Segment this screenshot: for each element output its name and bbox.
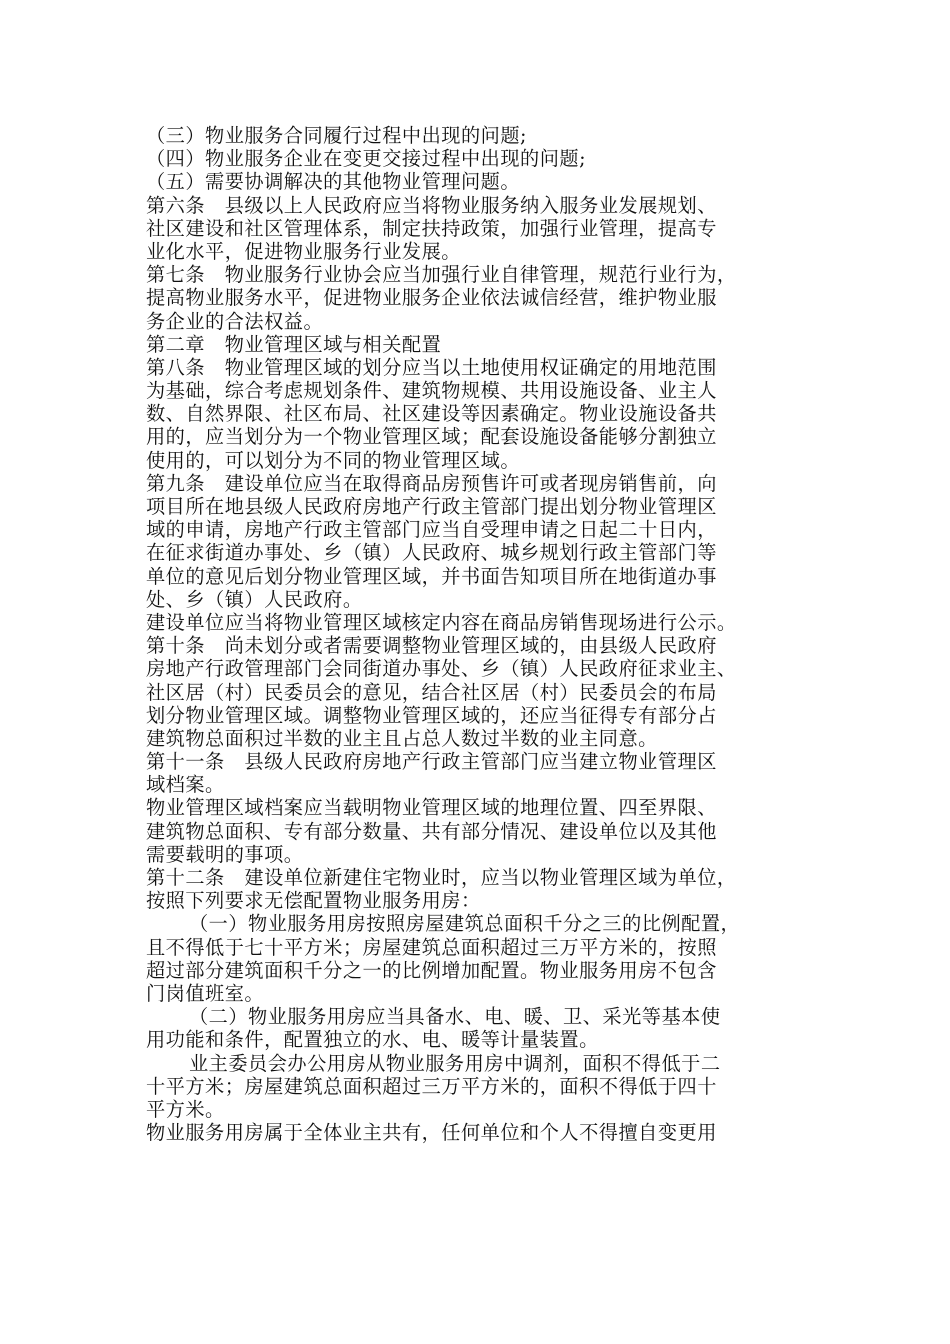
text-line: 社区建设和社区管理体系，制定扶持政策，加强行业管理，提高专 — [146, 216, 717, 240]
text-line: 建筑物总面积、专有部分数量、共有部分情况、建设单位以及其他 — [146, 819, 717, 843]
text-line: 按照下列要求无偿配置物业服务用房： — [146, 889, 481, 913]
clause-1-line: （一）物业服务用房按照房屋建筑总面积千分之三的比例配置， — [189, 912, 741, 936]
article-12-line: 第十二条 建设单位新建住宅物业时，应当以物业管理区域为单位， — [146, 866, 737, 889]
text-line: 建设单位应当将物业管理区域核定内容在商品房销售现场进行公示。 — [146, 610, 737, 634]
text-line: 项目所在地县级人民政府房地产行政主管部门提出划分物业管理区 — [146, 495, 717, 518]
text-line: 域档案。 — [146, 773, 225, 797]
article-7-line: 第七条 物业服务行业协会应当加强行业自律管理，规范行业行为， — [146, 263, 737, 287]
text-line: 物业服务用房属于全体业主共有，任何单位和个人不得擅自变更用 — [146, 1121, 717, 1145]
clause-2-line: （二）物业服务用房应当具备水、电、暖、卫、采光等基本使 — [189, 1005, 721, 1029]
text-line: 在征求街道办事处、乡（镇）人民政府、城乡规划行政主管部门等 — [146, 541, 717, 565]
article-10-line: 第十条 尚未划分或者需要调整物业管理区域的，由县级人民政府 — [146, 634, 717, 658]
text-line: 物业管理区域档案应当载明物业管理区域的地理位置、四至界限、 — [146, 796, 717, 820]
article-8-line: 第八条 物业管理区域的划分应当以土地使用权证确定的用地范围 — [146, 355, 717, 379]
text-line: 十平方米；房屋建筑总面积超过三万平方米的，面积不得低于四十 — [146, 1074, 717, 1098]
text-line: （三）物业服务合同履行过程中出现的问题; — [146, 124, 528, 147]
text-line: 为基础，综合考虑规划条件、建筑物规模、共用设施设备、业主人 — [146, 379, 717, 403]
text-line: （五）需要协调解决的其他物业管理问题。 — [146, 170, 521, 194]
article-6-line: 第六条 县级以上人民政府应当将物业服务纳入服务业发展规划、 — [146, 193, 717, 217]
text-line: 使用的，可以划分为不同的物业管理区域。 — [146, 448, 521, 472]
text-line: 业主委员会办公用房从物业服务用房中调剂，面积不得低于二 — [189, 1051, 721, 1075]
text-line: 平方米。 — [146, 1097, 225, 1121]
text-line: 业化水平，促进物业服务行业发展。 — [146, 239, 461, 263]
text-line: 用功能和条件，配置独立的水、电、暖等计量装置。 — [146, 1028, 599, 1052]
text-line: 划分物业管理区域。调整物业管理区域的，还应当征得专有部分占 — [146, 703, 717, 727]
text-line: 单位的意见后划分物业管理区域，并书面告知项目所在地街道办事 — [146, 564, 717, 588]
text-line: 处、乡（镇）人民政府。 — [146, 587, 363, 611]
text-line: 需要载明的事项。 — [146, 842, 304, 866]
chapter-heading: 第二章 物业管理区域与相关配置 — [146, 332, 442, 356]
text-line: 务企业的合法权益。 — [146, 309, 324, 333]
text-line: 且不得低于七十平方米；房屋建筑总面积超过三万平方米的，按照 — [146, 935, 717, 959]
text-line: 域的申请，房地产行政主管部门应当自受理申请之日起二十日内， — [146, 518, 717, 542]
text-line: 门岗值班室。 — [146, 981, 265, 1005]
text-line: 提高物业服务水平，促进物业服务企业依法诚信经营，维护物业服 — [146, 286, 717, 310]
document-page — [146, 124, 806, 1144]
text-line: 房地产行政管理部门会同街道办事处、乡（镇）人民政府征求业主、 — [146, 657, 737, 681]
text-line: 社区居（村）民委员会的意见，结合社区居（村）民委员会的布局 — [146, 680, 717, 704]
text-line: 数、自然界限、社区布局、社区建设等因素确定。物业设施设备共 — [146, 402, 717, 426]
text-line: （四）物业服务企业在变更交接过程中出现的问题; — [146, 147, 587, 171]
text-line: 用的，应当划分为一个物业管理区域；配套设施设备能够分割独立 — [146, 425, 717, 449]
text-line: 超过部分建筑面积千分之一的比例增加配置。物业服务用房不包含 — [146, 958, 717, 982]
article-11-line: 第十一条 县级人民政府房地产行政主管部门应当建立物业管理区 — [146, 750, 717, 774]
article-9-line: 第九条 建设单位应当在取得商品房预售许可或者现房销售前，向 — [146, 471, 717, 495]
text-line: 建筑物总面积过半数的业主且占总人数过半数的业主同意。 — [146, 726, 658, 750]
